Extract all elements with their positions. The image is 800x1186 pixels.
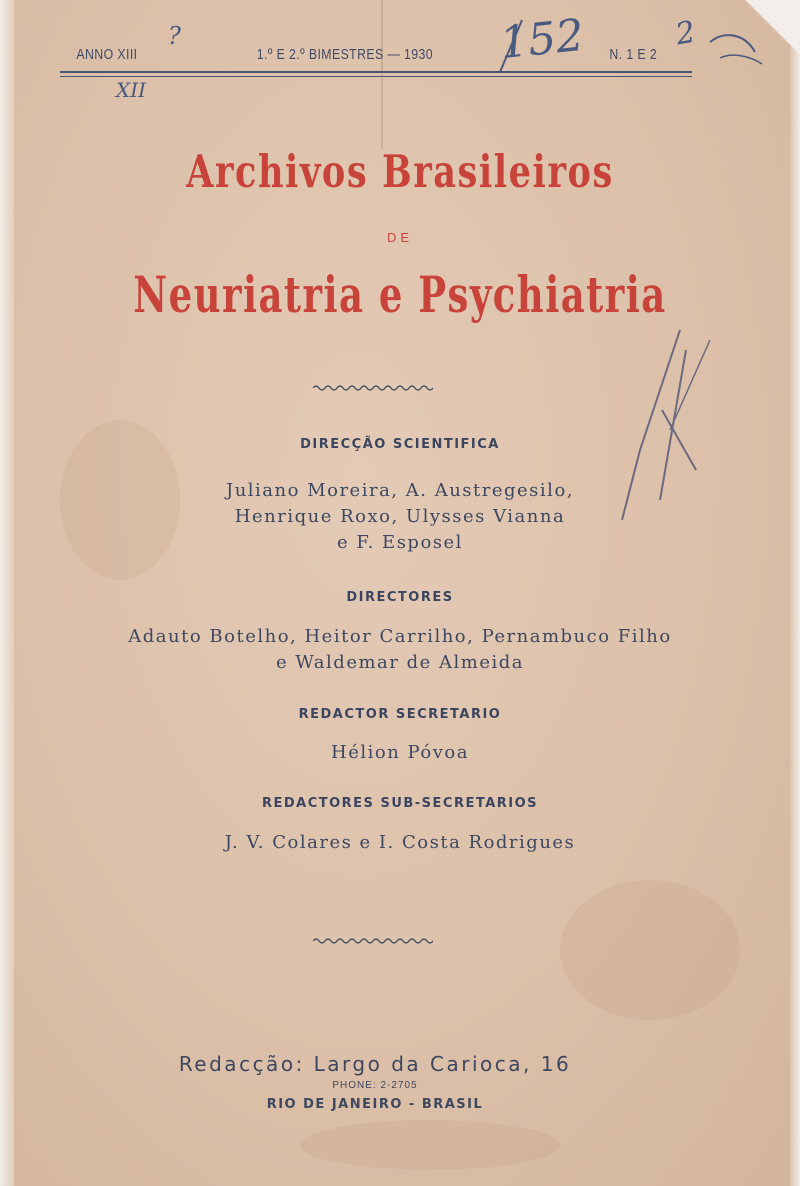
editorial-address: Redacção: Largo da Carioca, 16 [178,1052,572,1076]
volume-label: ANNO XIII [76,46,138,63]
paper-fold [381,0,383,150]
journal-title-line1: Archivos Brasileiros [186,145,614,198]
handwritten-catalog-number: 152 [497,9,587,70]
direccao-line: Juliano Moreira, A. Austregesilo, [225,480,574,501]
ornamental-squiggle [313,383,433,393]
redactores-sub-names: J. V. Colares e I. Costa Rodrigues [224,832,576,853]
paper-stain [300,1120,560,1170]
redactor-secretario-name: Hélion Póvoa [331,742,469,763]
direccao-line: e F. Esposel [337,532,463,553]
journal-title-connector: DE [386,230,414,245]
handwritten-question-mark: ? [168,22,181,50]
city-country: RIO DE JANEIRO - BRASIL [266,1097,484,1112]
direccao-line: Henrique Roxo, Ulysses Vianna [234,506,566,527]
paper-stain [560,880,740,1020]
phone-number: PHONE: 2-2705 [332,1080,418,1091]
journal-title-line2: Neuriatria e Psychiatria [133,265,667,324]
section-heading-redactor-secretario: REDACTOR SECRETARIO [298,707,502,722]
section-heading-directores: DIRECTORES [346,590,454,605]
section-heading-redactores-sub: REDACTORES SUB-SECRETARIOS [261,796,539,811]
directores-line: Adauto Botelho, Heitor Carrilho, Pernambuco Filho [128,626,672,647]
issue-number-label: N. 1 E 2 [609,46,658,63]
period-label: 1.º E 2.º BIMESTRES — 1930 [256,46,433,63]
handwritten-slash-marks [470,9,770,82]
handwritten-roman-note: XII [116,78,147,102]
directores-line: e Waldemar de Almeida [276,652,524,673]
section-heading-direccao: DIRECÇÃO SCIENTIFICA [300,437,500,452]
ornamental-squiggle [313,936,433,946]
handwritten-corner-mark: 2 [673,14,698,53]
